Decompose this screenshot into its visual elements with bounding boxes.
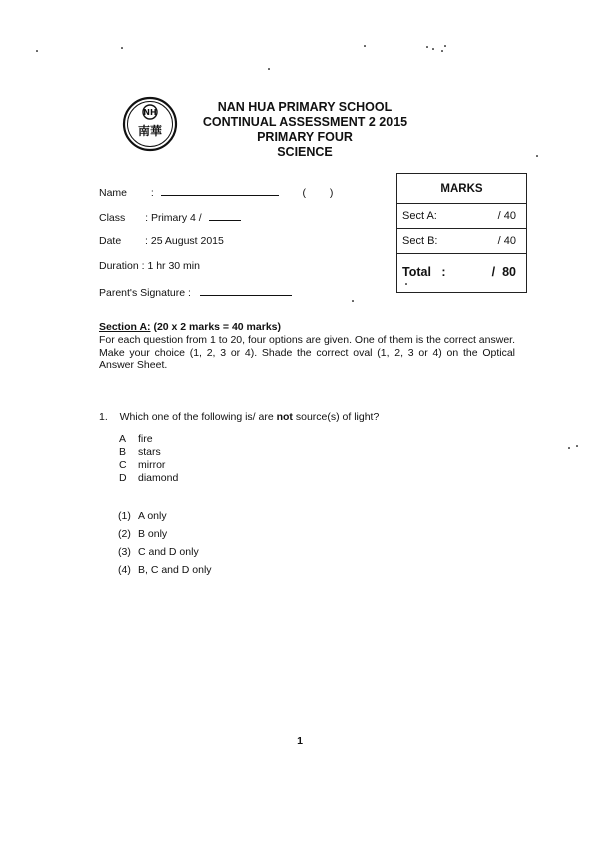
signature-label: Parent's Signature : bbox=[99, 287, 191, 299]
class-row bbox=[99, 210, 241, 224]
option-letter: A bbox=[119, 433, 127, 445]
option-letter: C bbox=[119, 459, 127, 471]
answer-number: (4) bbox=[118, 564, 131, 576]
answer-number: (1) bbox=[118, 510, 131, 522]
page-number: 1 bbox=[297, 735, 303, 747]
option-text: mirror bbox=[138, 459, 166, 471]
question-text-bold: not bbox=[276, 411, 293, 423]
marks-row-total bbox=[397, 253, 526, 292]
name-row bbox=[99, 185, 333, 199]
answer-text: C and D only bbox=[138, 546, 199, 558]
answer-choice-2[interactable] bbox=[118, 528, 167, 540]
class-field[interactable] bbox=[209, 210, 241, 221]
logo-initials: NH bbox=[143, 108, 157, 117]
section-a-label: Section A: bbox=[99, 321, 151, 333]
signature-field[interactable] bbox=[200, 285, 292, 296]
sect-b-value: / 40 bbox=[497, 235, 516, 247]
option-d bbox=[119, 472, 178, 484]
option-letter: B bbox=[119, 446, 127, 458]
sect-a-value: / 40 bbox=[497, 210, 516, 222]
section-a-marks: (20 x 2 marks = 40 marks) bbox=[150, 321, 281, 333]
question-number: 1. bbox=[99, 411, 108, 423]
option-letter: D bbox=[119, 472, 127, 484]
date-value: : 25 August 2015 bbox=[145, 235, 224, 247]
sect-a-label: Sect A: bbox=[402, 210, 437, 222]
class-label: Class bbox=[99, 212, 126, 224]
date-label: Date bbox=[99, 235, 122, 247]
logo-chinese-name: 南華 bbox=[137, 124, 163, 138]
total-value: / 80 bbox=[491, 265, 516, 279]
marks-row-sect-a bbox=[397, 203, 526, 229]
name-colon: : bbox=[150, 187, 154, 199]
level-title: PRIMARY FOUR bbox=[257, 130, 353, 144]
answer-number: (3) bbox=[118, 546, 131, 558]
marks-row-sect-b bbox=[397, 228, 526, 254]
duration-text: Duration : 1 hr 30 min bbox=[99, 260, 200, 272]
answer-choice-1[interactable] bbox=[118, 510, 167, 522]
name-label: Name bbox=[99, 187, 128, 199]
answer-choice-4[interactable] bbox=[118, 564, 212, 576]
class-value: : Primary 4 / bbox=[145, 212, 202, 224]
total-label: Total : bbox=[402, 265, 446, 279]
marks-title: MARKS bbox=[440, 183, 483, 195]
option-b bbox=[119, 446, 161, 458]
marks-box bbox=[396, 173, 527, 293]
question-1 bbox=[99, 411, 379, 423]
option-a bbox=[119, 433, 153, 445]
subject-title: SCIENCE bbox=[277, 145, 333, 159]
answer-text: B only bbox=[138, 528, 168, 540]
section-a-instructions: For each question from 1 to 20, four options are given. One of them is the correct answer. Make your choice (1, 2, 3 or 4). Shade the correct oval (1, 2, 3 or 4) on the Optical Answer Sheet. bbox=[99, 334, 515, 371]
option-c bbox=[119, 459, 165, 471]
school-name: NAN HUA PRIMARY SCHOOL bbox=[217, 100, 393, 114]
sect-b-label: Sect B: bbox=[402, 235, 438, 247]
answer-text: A only bbox=[138, 510, 167, 522]
name-field[interactable] bbox=[161, 185, 279, 196]
school-logo bbox=[122, 96, 178, 152]
assessment-title: CONTINUAL ASSESSMENT 2 2015 bbox=[202, 115, 408, 129]
option-text: stars bbox=[138, 446, 161, 458]
signature-row bbox=[99, 285, 292, 299]
register-paren-close: ) bbox=[329, 187, 334, 199]
date-row bbox=[99, 235, 224, 247]
answer-choice-3[interactable] bbox=[118, 546, 199, 558]
question-text-before: Which one of the following is/ are bbox=[119, 411, 277, 423]
option-text: diamond bbox=[138, 472, 179, 484]
option-text: fire bbox=[138, 433, 153, 445]
answer-number: (2) bbox=[118, 528, 131, 540]
section-a-title bbox=[99, 321, 281, 333]
register-paren-open: ( bbox=[302, 187, 307, 199]
question-text-after: source(s) of light? bbox=[292, 411, 380, 423]
answer-text: B, C and D only bbox=[138, 564, 212, 576]
